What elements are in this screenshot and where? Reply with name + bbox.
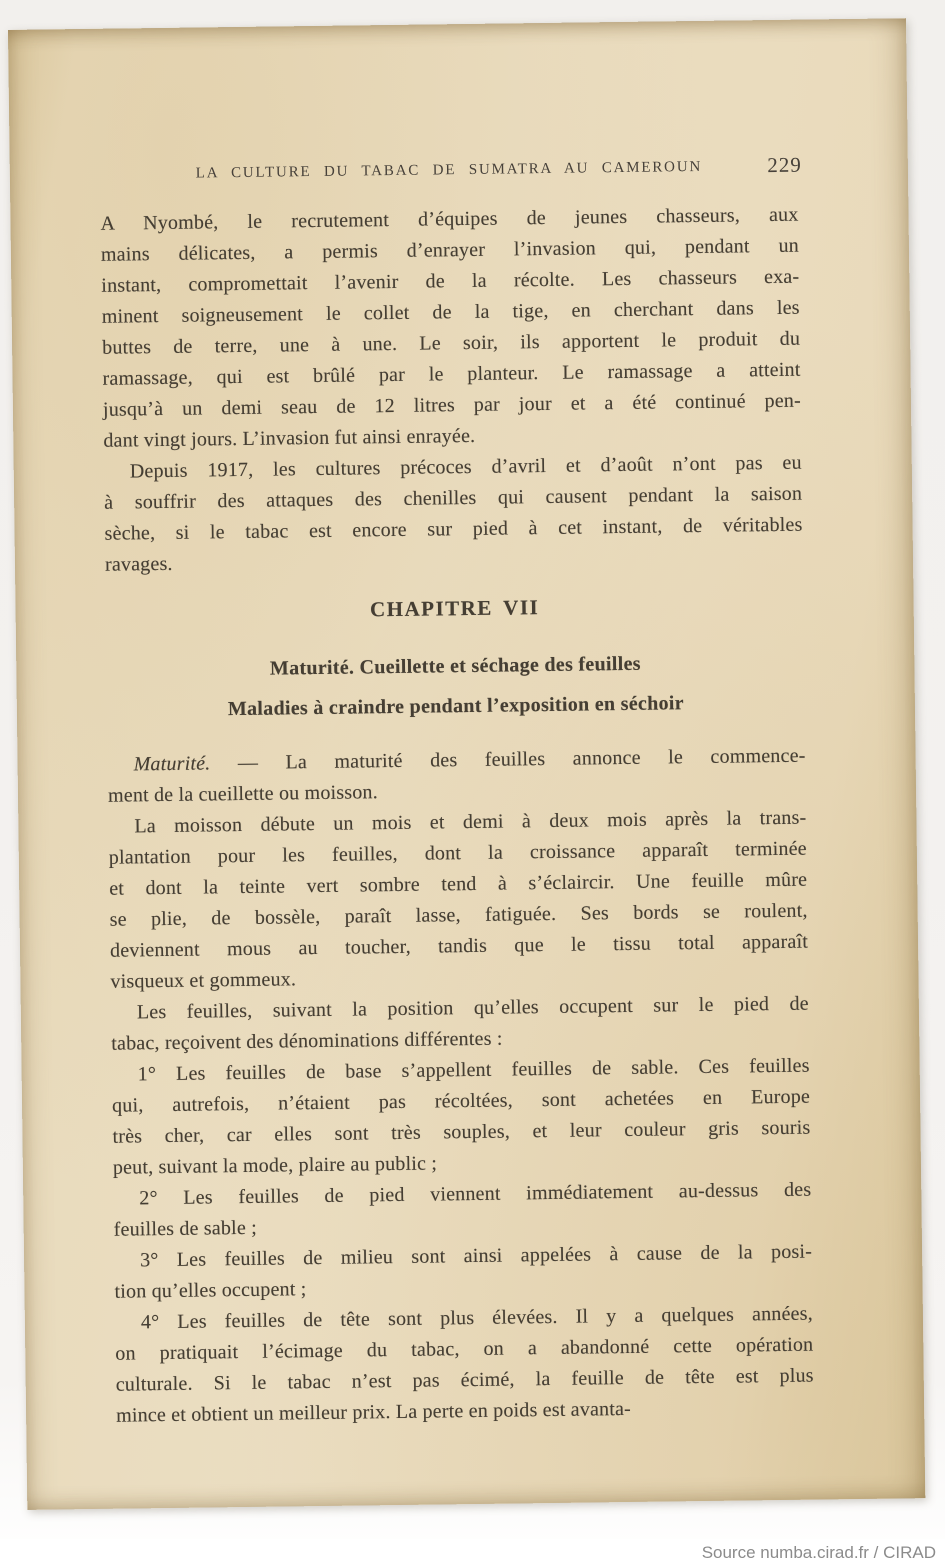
text-line: mince et obtient un meilleur prix. La perte en poids est avanta- [116,1397,632,1427]
text-column [100,200,814,1432]
text-line: ramassage, qui est brûlé par le planteur. Le ramassage a atteint [102,358,801,390]
text-line: culturale. Si le tabac n’est pas écimé, la feuille de tête est plus [115,1364,814,1396]
text-line: tabac, reçoivent des dénominations différentes : [111,1027,503,1055]
text-line: se plie, de bossèle, paraît lasse, fatiguée. Ses bords se roulent, [109,899,808,931]
text-line: plantation pour les feuilles, dont la croissance apparaît terminée [108,837,807,869]
chapter-heading: CHAPITRE VII [369,595,540,622]
paragraph-depuis-1917 [104,448,804,581]
source-credit: Source numba.cirad.fr / CIRAD [701,1543,936,1562]
text-line: feuilles de sable ; [113,1216,258,1241]
text-line: Les feuilles, suivant la position qu’elles occupent sur le pied de [136,992,809,1024]
text-line: 1° Les feuilles de base s’appellent feuilles de sable. Ces feuilles [137,1054,810,1086]
text-line: ravages. [104,552,173,576]
text-line: Depuis 1917, les cultures précoces d’avril et d’août n’ont pas eu [129,451,802,483]
text-line: 4° Les feuilles de tête sont plus élevées. Il y a quelques années, [140,1302,814,1334]
paragraph-maturite [107,741,806,812]
list-item-feuilles-de-sable [111,1051,811,1184]
text-line: deviennent mous au toucher, tandis que le tissu total apparaît [109,930,809,962]
text-line: à souffrir des attaques des chenilles qui causent pendant la saison [104,482,803,514]
text-line: et dont la teinte vert sombre tend à s’éclaircir. Une feuille mûre [109,868,808,900]
text-line: minent soigneusement le collet de la tige, en cherchant dans les [101,296,800,328]
book-page-scan [8,18,925,1510]
text-line: tion qu’elles occupent ; [114,1278,307,1303]
section-subtitle-line1: Maturité. Cueillette et séchage des feuilles [269,652,641,680]
text-line: dant vingt jours. L’invasion fut ainsi enrayée. [103,424,476,452]
text-line: 3° Les feuilles de milieu sont ainsi appelées à cause de la posi- [139,1240,813,1272]
text-line: La moisson débute un mois et demi à deux mois après la trans- [134,806,807,838]
maturite-lead-italic: Maturité. [133,752,211,776]
paragraph-nyombe [100,200,801,457]
text-line: peut, suivant la mode, plaire au public ; [112,1152,438,1179]
maturite-first-line-rest: — La maturité des feuilles annonce le commence- [210,744,806,775]
section-subtitle-line2: Maladies à craindre pendant l’exposition en séchoir [227,692,685,721]
list-item-feuilles-de-pied [113,1175,812,1246]
text-line: visqueux et gommeux. [110,968,297,993]
text-line: très cher, car elles sont très souples, et leur couleur gris souris [112,1116,811,1148]
text-line: instant, compromettait l’avenir de la récolte. Les chasseurs exa- [101,265,800,297]
text-line: on pratiquait l’écimage du tabac, on a abandonné cette opération [115,1333,814,1365]
text-line: ment de la cueillette ou moisson. [107,781,379,807]
text-line: mains délicates, a permis d’enrayer l’invasion qui, pendant un [100,234,800,266]
running-title: LA CULTURE DU TABAC DE SUMATRA AU CAMEROUN [195,158,703,182]
text-line: sèche, si le tabac est encore sur pied à cet instant, de véritables [104,513,803,545]
text-line: 2° Les feuilles de pied viennent immédiatement au-dessus des [139,1178,812,1210]
text-line: qui, autrefois, n’étaient pas récoltées, sont achetées en Europe [111,1085,811,1117]
list-item-feuilles-de-milieu [114,1237,813,1308]
page-number: 229 [767,152,802,178]
text-line: buttes de terre, une à une. Le soir, ils apportent le produit du [102,327,801,359]
running-header [100,152,802,184]
text-line: A Nyombé, le recrutement d’équipes de jeunes chasseurs, aux [100,203,799,235]
text-line: jusqu’à un demi seau de 12 litres par jour et a été continué pen- [102,389,802,421]
paragraph-moisson [108,803,808,998]
list-item-feuilles-de-tete [115,1299,815,1432]
paragraph-feuilles-position [111,989,810,1060]
